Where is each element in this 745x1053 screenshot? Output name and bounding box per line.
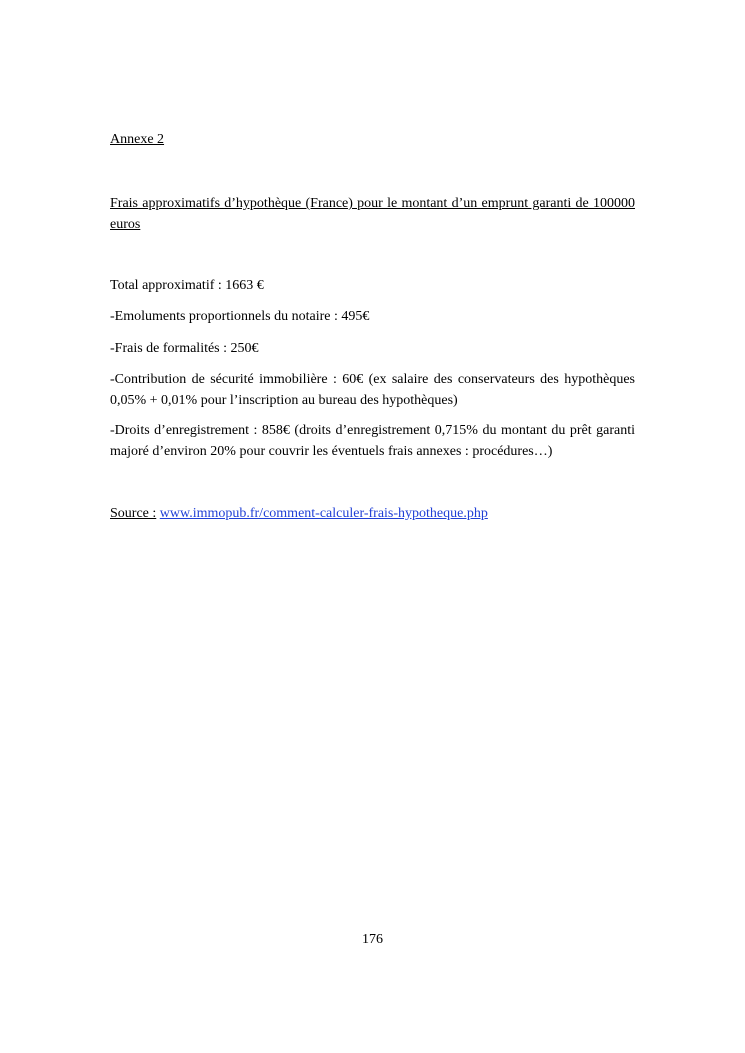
source-label: Source : xyxy=(110,506,157,521)
total-amount: Total approximatif : 1663 € xyxy=(110,278,264,293)
fee-item-security-contribution: -Contribution de sécurité immobilière : 60€ (ex salaire des conservateurs des hypothèques 0,05% + 0,01% pour l’inscription au bureau des hypothèques) xyxy=(110,372,635,408)
source-link[interactable]: www.immopub.fr/comment-calculer-frais-hypotheque.php xyxy=(159,506,488,521)
fee-item-notary: -Emoluments proportionnels du notaire : 495€ xyxy=(110,309,370,324)
document-heading: Frais approximatifs d’hypothèque (France) pour le montant d’un emprunt garanti de 100000 euros xyxy=(110,196,635,232)
annex-title: Annexe 2 xyxy=(110,132,165,147)
fee-item-formalities: -Frais de formalités : 250€ xyxy=(110,341,259,356)
source-line xyxy=(110,503,488,524)
fee-item-registration-rights: -Droits d’enregistrement : 858€ (droits d’enregistrement 0,715% du montant du prêt garanti majoré d’environ 20% pour couvrir les éventuels frais annexes : procédures…) xyxy=(110,423,635,459)
page-number: 176 xyxy=(362,932,383,947)
